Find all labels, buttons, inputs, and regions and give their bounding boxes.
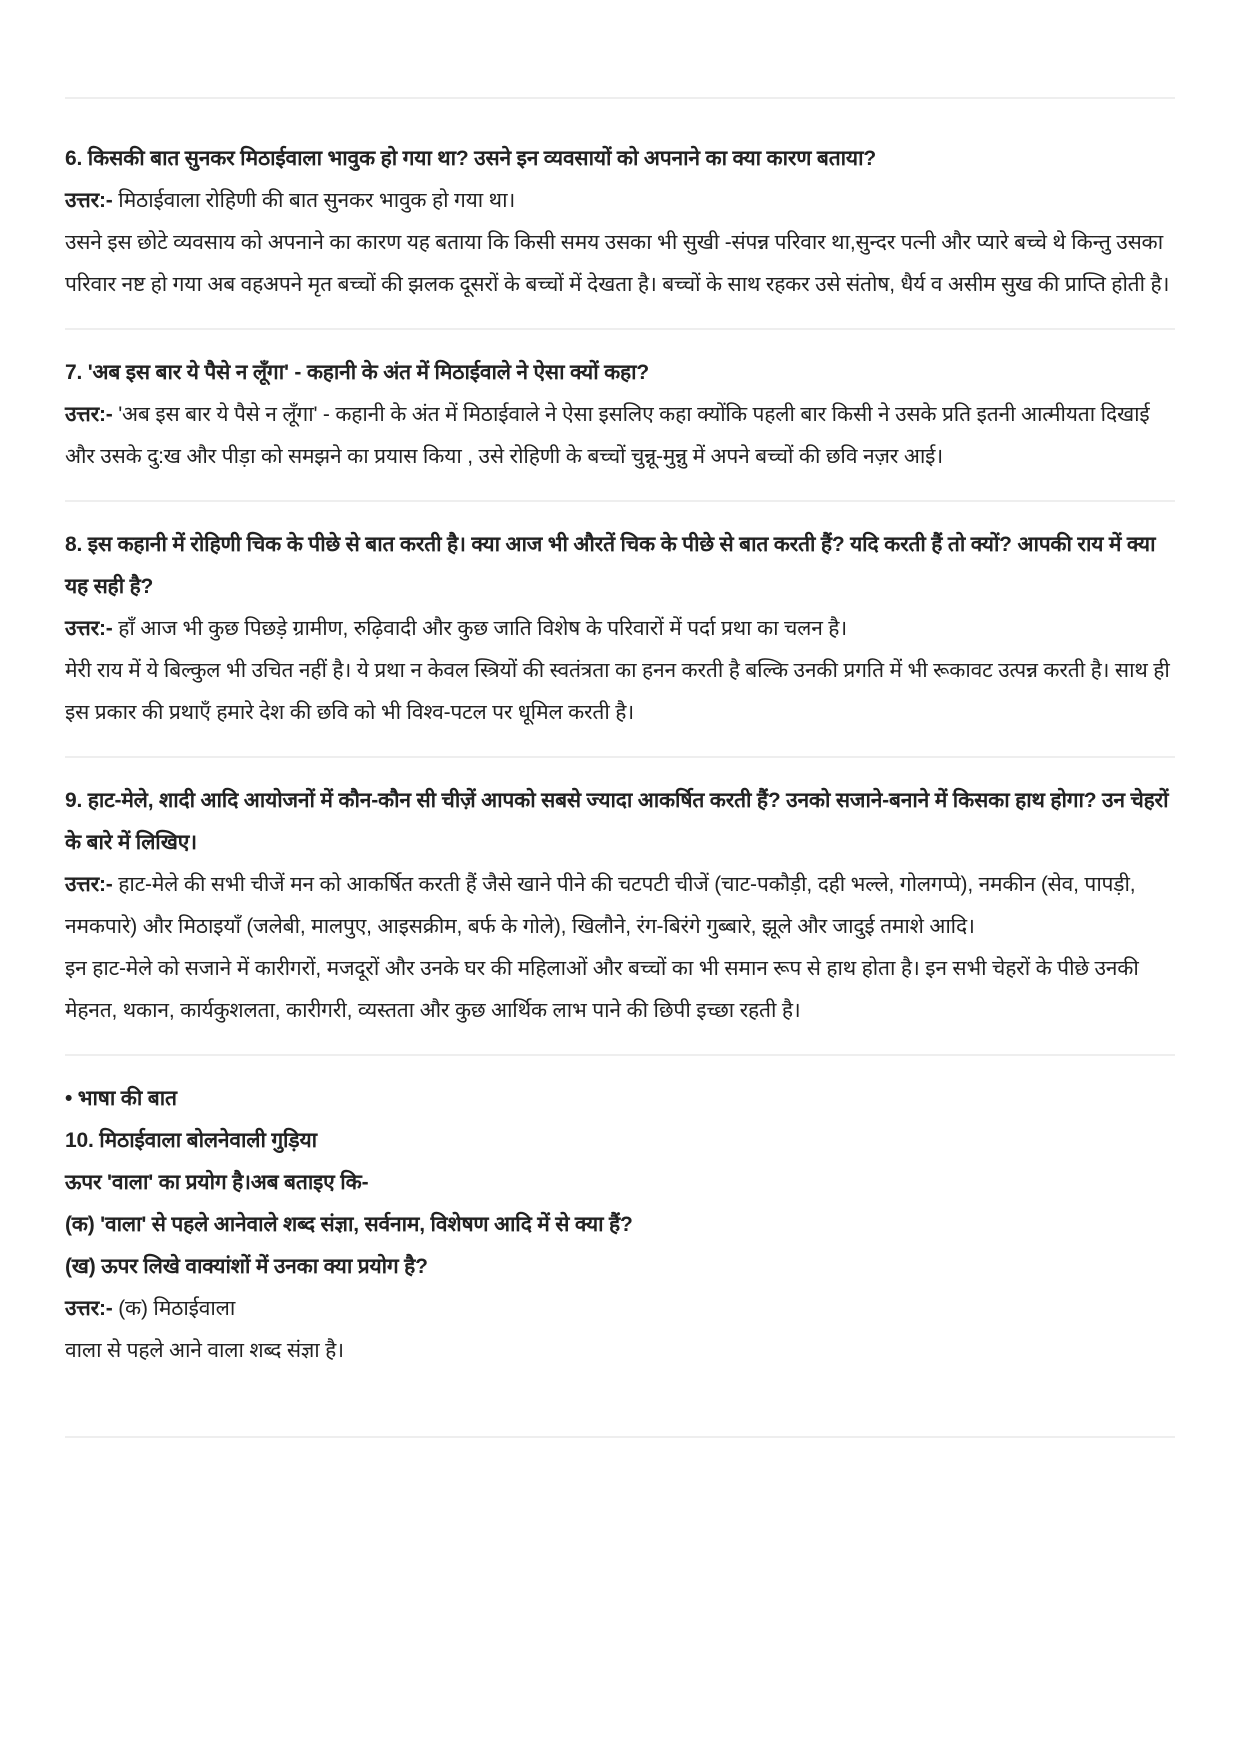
question-10-line-2: ऊपर 'वाला' का प्रयोग है।अब बताइए कि- [65, 1171, 369, 1194]
divider [65, 500, 1175, 502]
question-10-line-4: (ख) ऊपर लिखे वाक्यांशों में उनका क्या प्रयोग है? [65, 1255, 428, 1278]
divider [65, 756, 1175, 758]
question-8-text: 8. इस कहानी में रोहिणी चिक के पीछे से बात करती है। क्या आज भी औरतें चिक के पीछे से बात करती हैं? यदि करती हैं तो क्यों? आपकी राय में क्या यह सही है? [65, 533, 1156, 598]
answer-7-first [65, 394, 1175, 478]
document-page [65, 0, 1175, 1438]
question-9-text: 9. हाट-मेले, शादी आदि आयोजनों में कौन-कौन सी चीज़ें आपको सबसे ज्यादा आकर्षित करती हैं? उनको सजाने-बनाने में किसका हाथ होगा? उन चेहरों के बारे में लिखिए। [65, 789, 1169, 854]
answer-7-text: 'अब इस बार ये पैसे न लूँगा' - कहानी के अंत में मिठाईवाले ने ऐसा इसलिए कहा क्योंकि पहली बार किसी ने उसके प्रति इतनी आत्मीयता दिखाई और उसके दु:ख और पीड़ा को समझने का प्रयास किया , उसे रोहिणी के बच्चों चुन्नू-मुन्नु में अपने बच्चों की छवि नज़र आई। [65, 403, 1150, 468]
answer-9-text: हाट-मेले की सभी चीजें मन को आकर्षित करती हैं जैसे खाने पीने की चटपटी चीजें (चाट-पकौड़ी, दही भल्ले, गोलगप्पे), नमकीन (सेव, पापड़ी, नमकपारे) और मिठाइयाँ (जलेबी, मालपुए, आइसक्रीम, बर्फ के गोले), खिलौने, रंग-बिरंगे गुब्बारे, झूले और जादुई तमाशे आदि। [65, 873, 1136, 938]
question-7-text: 7. 'अब इस बार ये पैसे न लूँगा' - कहानी के अंत में मिठाईवाले ने ऐसा क्यों कहा? [65, 361, 650, 384]
divider [65, 328, 1175, 330]
answer-10-more: वाला से पहले आने वाला शब्द संज्ञा है। [65, 1339, 344, 1362]
answer-9-first [65, 864, 1175, 948]
answer-label: उत्तर:- [65, 617, 113, 640]
answer-6-more: उसने इस छोटे व्यवसाय को अपनाने का कारण यह बताया कि किसी समय उसका भी सुखी -संपन्न परिवार था,सुन्दर पत्नी और प्यारे बच्चे थे किन्तु उसका परिवार नष्ट हो गया अब वहअपने मृत बच्चों की झलक दूसरों के बच्चों में देखता है। बच्चों के साथ रहकर उसे संतोष, धैर्य व असीम सुख की प्राप्ति होती है। [65, 231, 1170, 296]
answer-label: उत्तर:- [65, 1297, 113, 1320]
answer-label: उत्तर:- [65, 403, 113, 426]
answer-6-text: मिठाईवाला रोहिणी की बात सुनकर भावुक हो गया था। [118, 189, 516, 212]
answer-6-first [65, 180, 1175, 222]
answer-8-more: मेरी राय में ये बिल्कुल भी उचित नहीं है। ये प्रथा न केवल स्त्रियों की स्वतंत्रता का हनन करती है बल्कि उनकी प्रगति में भी रूकावट उत्पन्न करती है। साथ ही इस प्रकार की प्रथाएँ हमारे देश की छवि को भी विश्व-पटल पर धूमिल करती है। [65, 659, 1170, 724]
answer-8-text: हाँ आज भी कुछ पिछड़े ग्रामीण, रुढ़िवादी और कुछ जाति विशेष के परिवारों में पर्दा प्रथा का चलन है। [118, 617, 847, 640]
answer-8-first [65, 608, 1175, 650]
question-6-text: 6. किसकी बात सुनकर मिठाईवाला भावुक हो गया था? उसने इन व्यवसायों को अपनाने का क्या कारण बताया? [65, 147, 876, 170]
answer-9-more: इन हाट-मेले को सजाने में कारीगरों, मजदूरों और उनके घर की महिलाओं और बच्चों का भी समान रूप से हाथ होता है। इन सभी चेहरों के पीछे उनकी मेहनत, थकान, कार्यकुशलता, कारीगरी, व्यस्तता और कुछ आर्थिक लाभ पाने की छिपी इच्छा रहती है। [65, 957, 1139, 1022]
language-section [65, 1078, 1175, 1372]
question-7-section [65, 352, 1175, 478]
divider [65, 97, 1175, 99]
answer-label: उत्तर:- [65, 873, 113, 896]
divider [65, 1054, 1175, 1056]
question-10-line-1: 10. मिठाईवाला बोलनेवाली गुड़िया [65, 1129, 317, 1152]
answer-10-first [65, 1288, 1175, 1330]
question-10-line-3: (क) 'वाला' से पहले आनेवाले शब्द संज्ञा, सर्वनाम, विशेषण आदि में से क्या हैं? [65, 1213, 633, 1236]
question-8-section [65, 524, 1175, 734]
answer-label: उत्तर:- [65, 189, 113, 212]
question-9-section [65, 780, 1175, 1032]
divider [65, 1436, 1175, 1438]
question-6-section [65, 138, 1175, 306]
language-heading: • भाषा की बात [65, 1087, 177, 1110]
answer-10-text: (क) मिठाईवाला [118, 1297, 236, 1320]
